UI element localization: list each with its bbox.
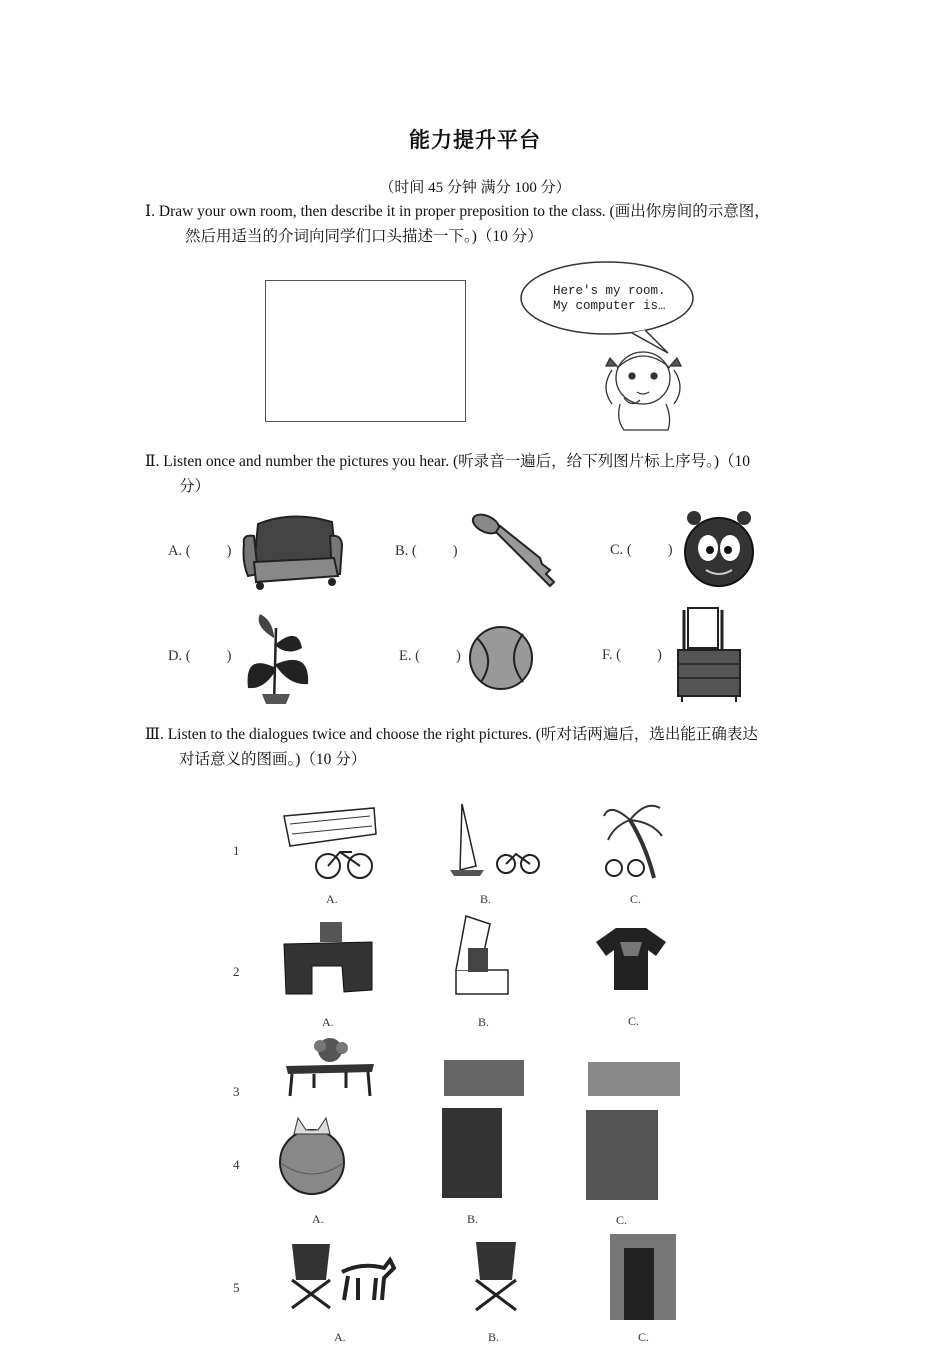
section-2-instructions [145, 449, 815, 499]
section-3-instructions [145, 722, 815, 772]
row-1-option-c[interactable]: C. [630, 892, 642, 906]
section-3-line-1: Ⅲ. Listen to the dialogues twice and choose the right pictures. (听对话两遍后，选出能正确表达 [145, 726, 758, 743]
item-d-label[interactable]: D. ( ) [168, 648, 232, 664]
item-a-label[interactable]: A. ( ) [168, 543, 232, 559]
row-5-option-a[interactable]: A. [334, 1330, 346, 1344]
door-icon [624, 1248, 654, 1320]
door-photo-c [610, 1234, 676, 1320]
bubble-line-2: My computer is… [553, 299, 666, 313]
row-3-number: 3 [233, 1084, 240, 1099]
cat-fishbowl-icon [278, 1104, 346, 1200]
key-icon [470, 512, 560, 594]
row-2-option-c[interactable]: C. [628, 1014, 640, 1028]
row-2-number: 2 [233, 964, 240, 979]
section-1-line-1: Ⅰ. Draw your own room, then describe it in proper preposition to the class. (画出你房间的示意图， [145, 203, 770, 220]
row-2-option-a[interactable]: A. [322, 1015, 334, 1029]
tshirt-icon [594, 926, 668, 992]
room-photo-c [588, 1062, 680, 1096]
alarm-clock-icon [680, 508, 760, 593]
row-2-option-b[interactable]: B. [478, 1015, 490, 1029]
box-icon [450, 914, 516, 998]
palm-bike-icon [600, 796, 670, 882]
sofa-icon [240, 512, 345, 594]
cat-photo-b [442, 1108, 502, 1198]
table-flowers-icon [284, 1036, 376, 1098]
row-4-number: 4 [233, 1157, 240, 1172]
row-5-number: 5 [233, 1280, 240, 1295]
dresser-icon [674, 606, 744, 704]
speech-bubble [553, 284, 666, 314]
page-subtitle: （时间 45 分钟 满分 100 分） [379, 180, 571, 196]
row-5-option-b[interactable]: B. [488, 1330, 500, 1344]
section-2-line-2: 分） [179, 478, 211, 495]
section-1-line-2: 然后用适当的介词向同学们口头描述一下。)（10 分） [185, 228, 543, 245]
section-2-line-1: Ⅱ. Listen once and number the pictures you hear. (听录音一遍后，给下列图片标上序号。)（10 [145, 453, 751, 470]
row-1-number: 1 [233, 843, 240, 858]
ball-icon [467, 624, 535, 692]
drawing-box[interactable] [265, 280, 466, 422]
girl-icon [606, 352, 681, 430]
cat-photo-c [586, 1110, 658, 1200]
row-4-option-b[interactable]: B. [467, 1212, 479, 1226]
row-5-option-c[interactable]: C. [638, 1330, 650, 1344]
sailboat-bike-icon [440, 800, 540, 880]
item-c-label[interactable]: C. ( ) [610, 542, 673, 558]
bubble-line-1: Here's my room. [553, 284, 666, 298]
room-photo-b [444, 1060, 524, 1096]
item-b-label[interactable]: B. ( ) [395, 543, 458, 559]
item-e-label[interactable]: E. ( ) [399, 648, 461, 664]
chair-icon [470, 1236, 524, 1314]
row-4-option-a[interactable]: A. [312, 1212, 324, 1226]
item-f-label[interactable]: F. ( ) [602, 647, 662, 663]
row-1-option-b[interactable]: B. [480, 892, 492, 906]
plant-icon [240, 608, 315, 706]
train-bike-icon [280, 804, 380, 884]
page-title: 能力提升平台 [409, 128, 541, 152]
row-1-option-a[interactable]: A. [326, 892, 338, 906]
row-4-option-c[interactable]: C. [616, 1213, 628, 1227]
desk-icon [282, 920, 376, 998]
chair-dog-icon [286, 1238, 398, 1310]
section-1-instructions [145, 199, 815, 249]
section-3-line-2: 对话意义的图画。)（10 分） [179, 751, 367, 768]
